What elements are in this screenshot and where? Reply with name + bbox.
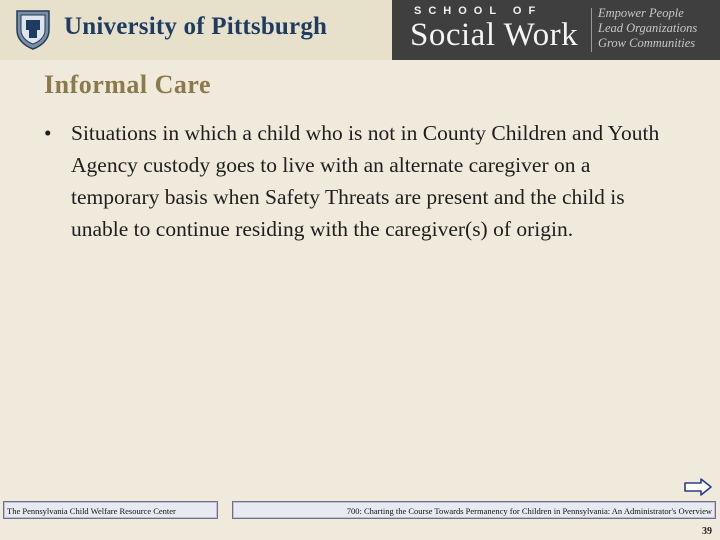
school-label: SCHOOL OF <box>414 5 543 17</box>
university-seal-icon <box>14 8 52 50</box>
next-arrow-icon[interactable] <box>683 477 713 497</box>
bullet-marker: • <box>44 121 52 145</box>
school-of-social-work-logo <box>392 0 720 60</box>
bullet-item <box>44 117 664 245</box>
footer-course-title: 700: Charting the Course Towards Permanency for Children in Pennsylvania: An Administrator's Overview <box>232 501 716 519</box>
bullet-list <box>44 117 664 245</box>
logo-divider <box>591 8 592 52</box>
tagline-line-3: Grow Communities <box>598 36 696 50</box>
page-number: 39 <box>702 526 712 537</box>
tagline-line-1: Empower People <box>598 6 684 20</box>
school-name: Social Work <box>410 17 579 53</box>
tagline-line-2: Lead Organizations <box>598 21 698 35</box>
bullet-text: Situations in which a child who is not in County Children and Youth Agency custody goes to live with an alternate caregiver on a temporary basis when Safety Threats are present and the child is unable to continue residing with the caregiver(s) of origin. <box>71 121 660 241</box>
header-banner <box>0 0 720 60</box>
university-name: University of Pittsburgh <box>64 13 328 40</box>
slide-title: Informal Care <box>44 70 212 99</box>
footer-organization: The Pennsylvania Child Welfare Resource Center <box>3 501 218 519</box>
